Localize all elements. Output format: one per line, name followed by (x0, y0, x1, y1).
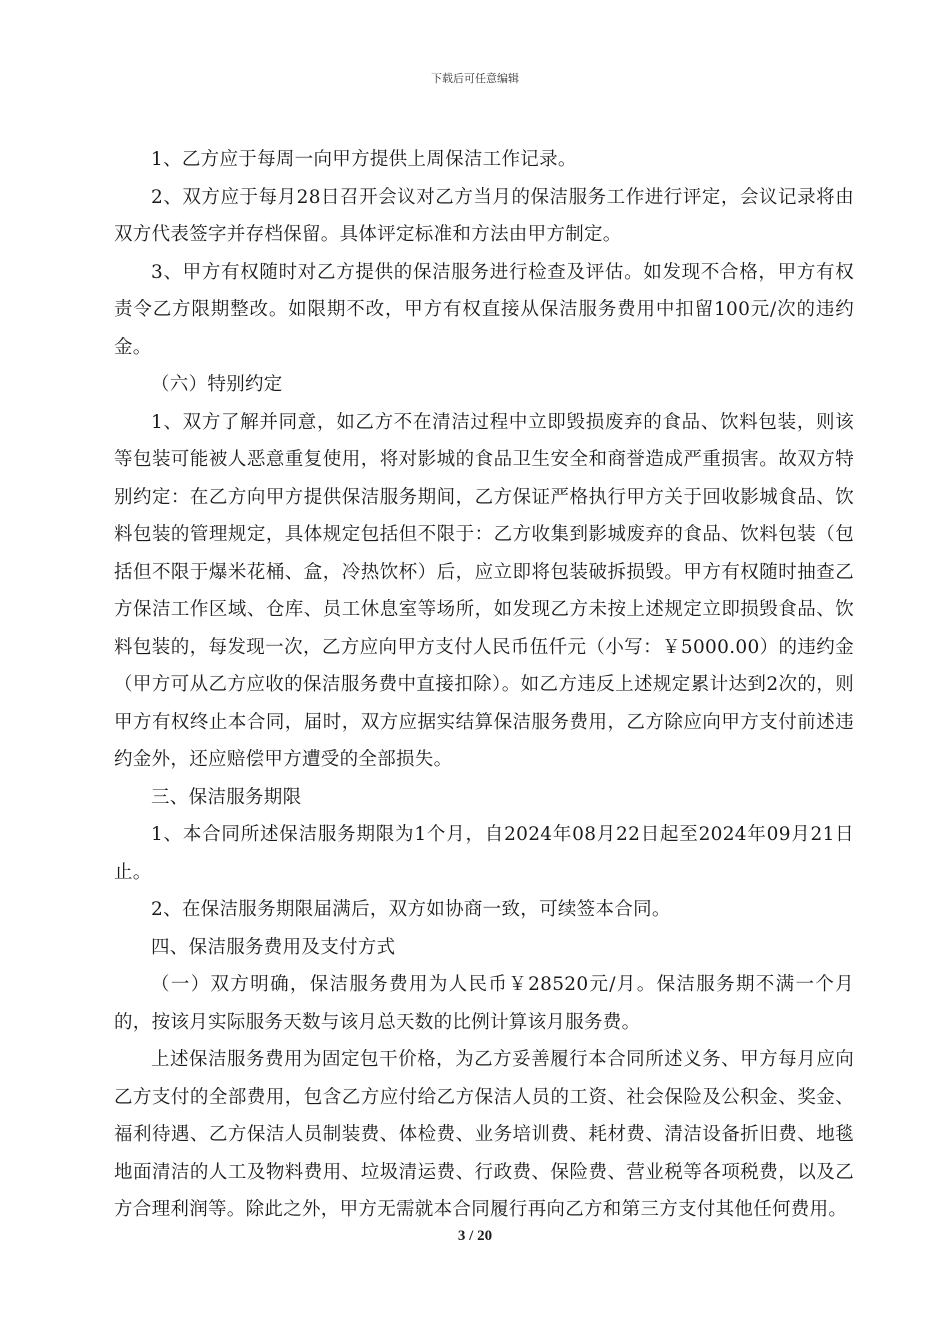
paragraph: 2、在保洁服务期限届满后，双方如协商一致，可续签本合同。 (151, 899, 671, 920)
paragraph: 1、本合同所述保洁服务期限为1个月，自2024年08月22日起至2024年09月21日止。 (114, 824, 854, 883)
paragraph: 2、双方应于每月28日召开会议对乙方当月的保洁服务工作进行评定，会议记录将由双方代表签字并存档保留。具体评定标准和方法由甲方制定。 (114, 186, 854, 245)
page-number: 3 / 20 (457, 1228, 493, 1244)
paragraph: 1、双方了解并同意，如乙方不在清洁过程中立即毁损废弃的食品、饮料包装，则该等包装可能被人恶意重复使用，将对影城的食品卫生安全和商誉造成严重损害。故双方特别约定：在乙方向甲方提供保洁服务期间，乙方保证严格执行甲方关于回收影城食品、饮料包装的管理规定，具体规定包括但不限于：乙方收集到影城废弃的食品、饮料包装（包括但不限于爆米花桶、盒，冷热饮杯）后，应立即将包装破拆损毁。甲方有权随时抽查乙方保洁工作区域、仓库、员工休息室等场所，如发现乙方未按上述规定立即损毁食品、饮料包装的，每发现一次，乙方应向甲方支付人民币伍仟元（小写：￥5000.00）的违约金（甲方可从乙方应收的保洁服务费中直接扣除）。如乙方违反上述规定累计达到2次的，则甲方有权终止本合同，届时，双方应据实结算保洁服务费用，乙方除应向甲方支付前述违约金外，还应赔偿甲方遭受的全部损失。 (114, 411, 854, 770)
paragraph: 上述保洁服务费用为固定包干价格，为乙方妥善履行本合同所述义务、甲方每月应向乙方支付的全部费用，包含乙方应付给乙方保洁人员的工资、社会保险及公积金、奖金、福利待遇、乙方保洁人员制装费、体检费、业务培训费、耗材费、清洁设备折旧费、地毯地面清洁的人工及物料费用、垃圾清运费、行政费、保险费、营业税等各项税费，以及乙方合理利润等。除此之外，甲方无需就本合同履行再向乙方和第三方支付其他任何费用。 (114, 1049, 854, 1220)
paragraph: （一）双方明确，保洁服务费用为人民币￥28520元/月。保洁服务期不满一个月的，按该月实际服务天数与该月总天数的比例计算该月服务费。 (114, 974, 854, 1033)
section-heading: 四、保洁服务费用及支付方式 (151, 936, 396, 958)
section-heading: 三、保洁服务期限 (151, 786, 302, 808)
document-body (114, 141, 854, 1229)
paragraph: 1、乙方应于每周一向甲方提供上周保洁工作记录。 (151, 149, 577, 170)
section-heading: （六）特别约定 (151, 374, 283, 395)
paragraph: 3、甲方有权随时对乙方提供的保洁服务进行检查及评估。如发现不合格，甲方有权责令乙方限期整改。如限期不改，甲方有权直接从保洁服务费用中扣留100元/次的违约金。 (114, 261, 854, 358)
page-header: 下载后可任意编辑 (431, 72, 519, 85)
